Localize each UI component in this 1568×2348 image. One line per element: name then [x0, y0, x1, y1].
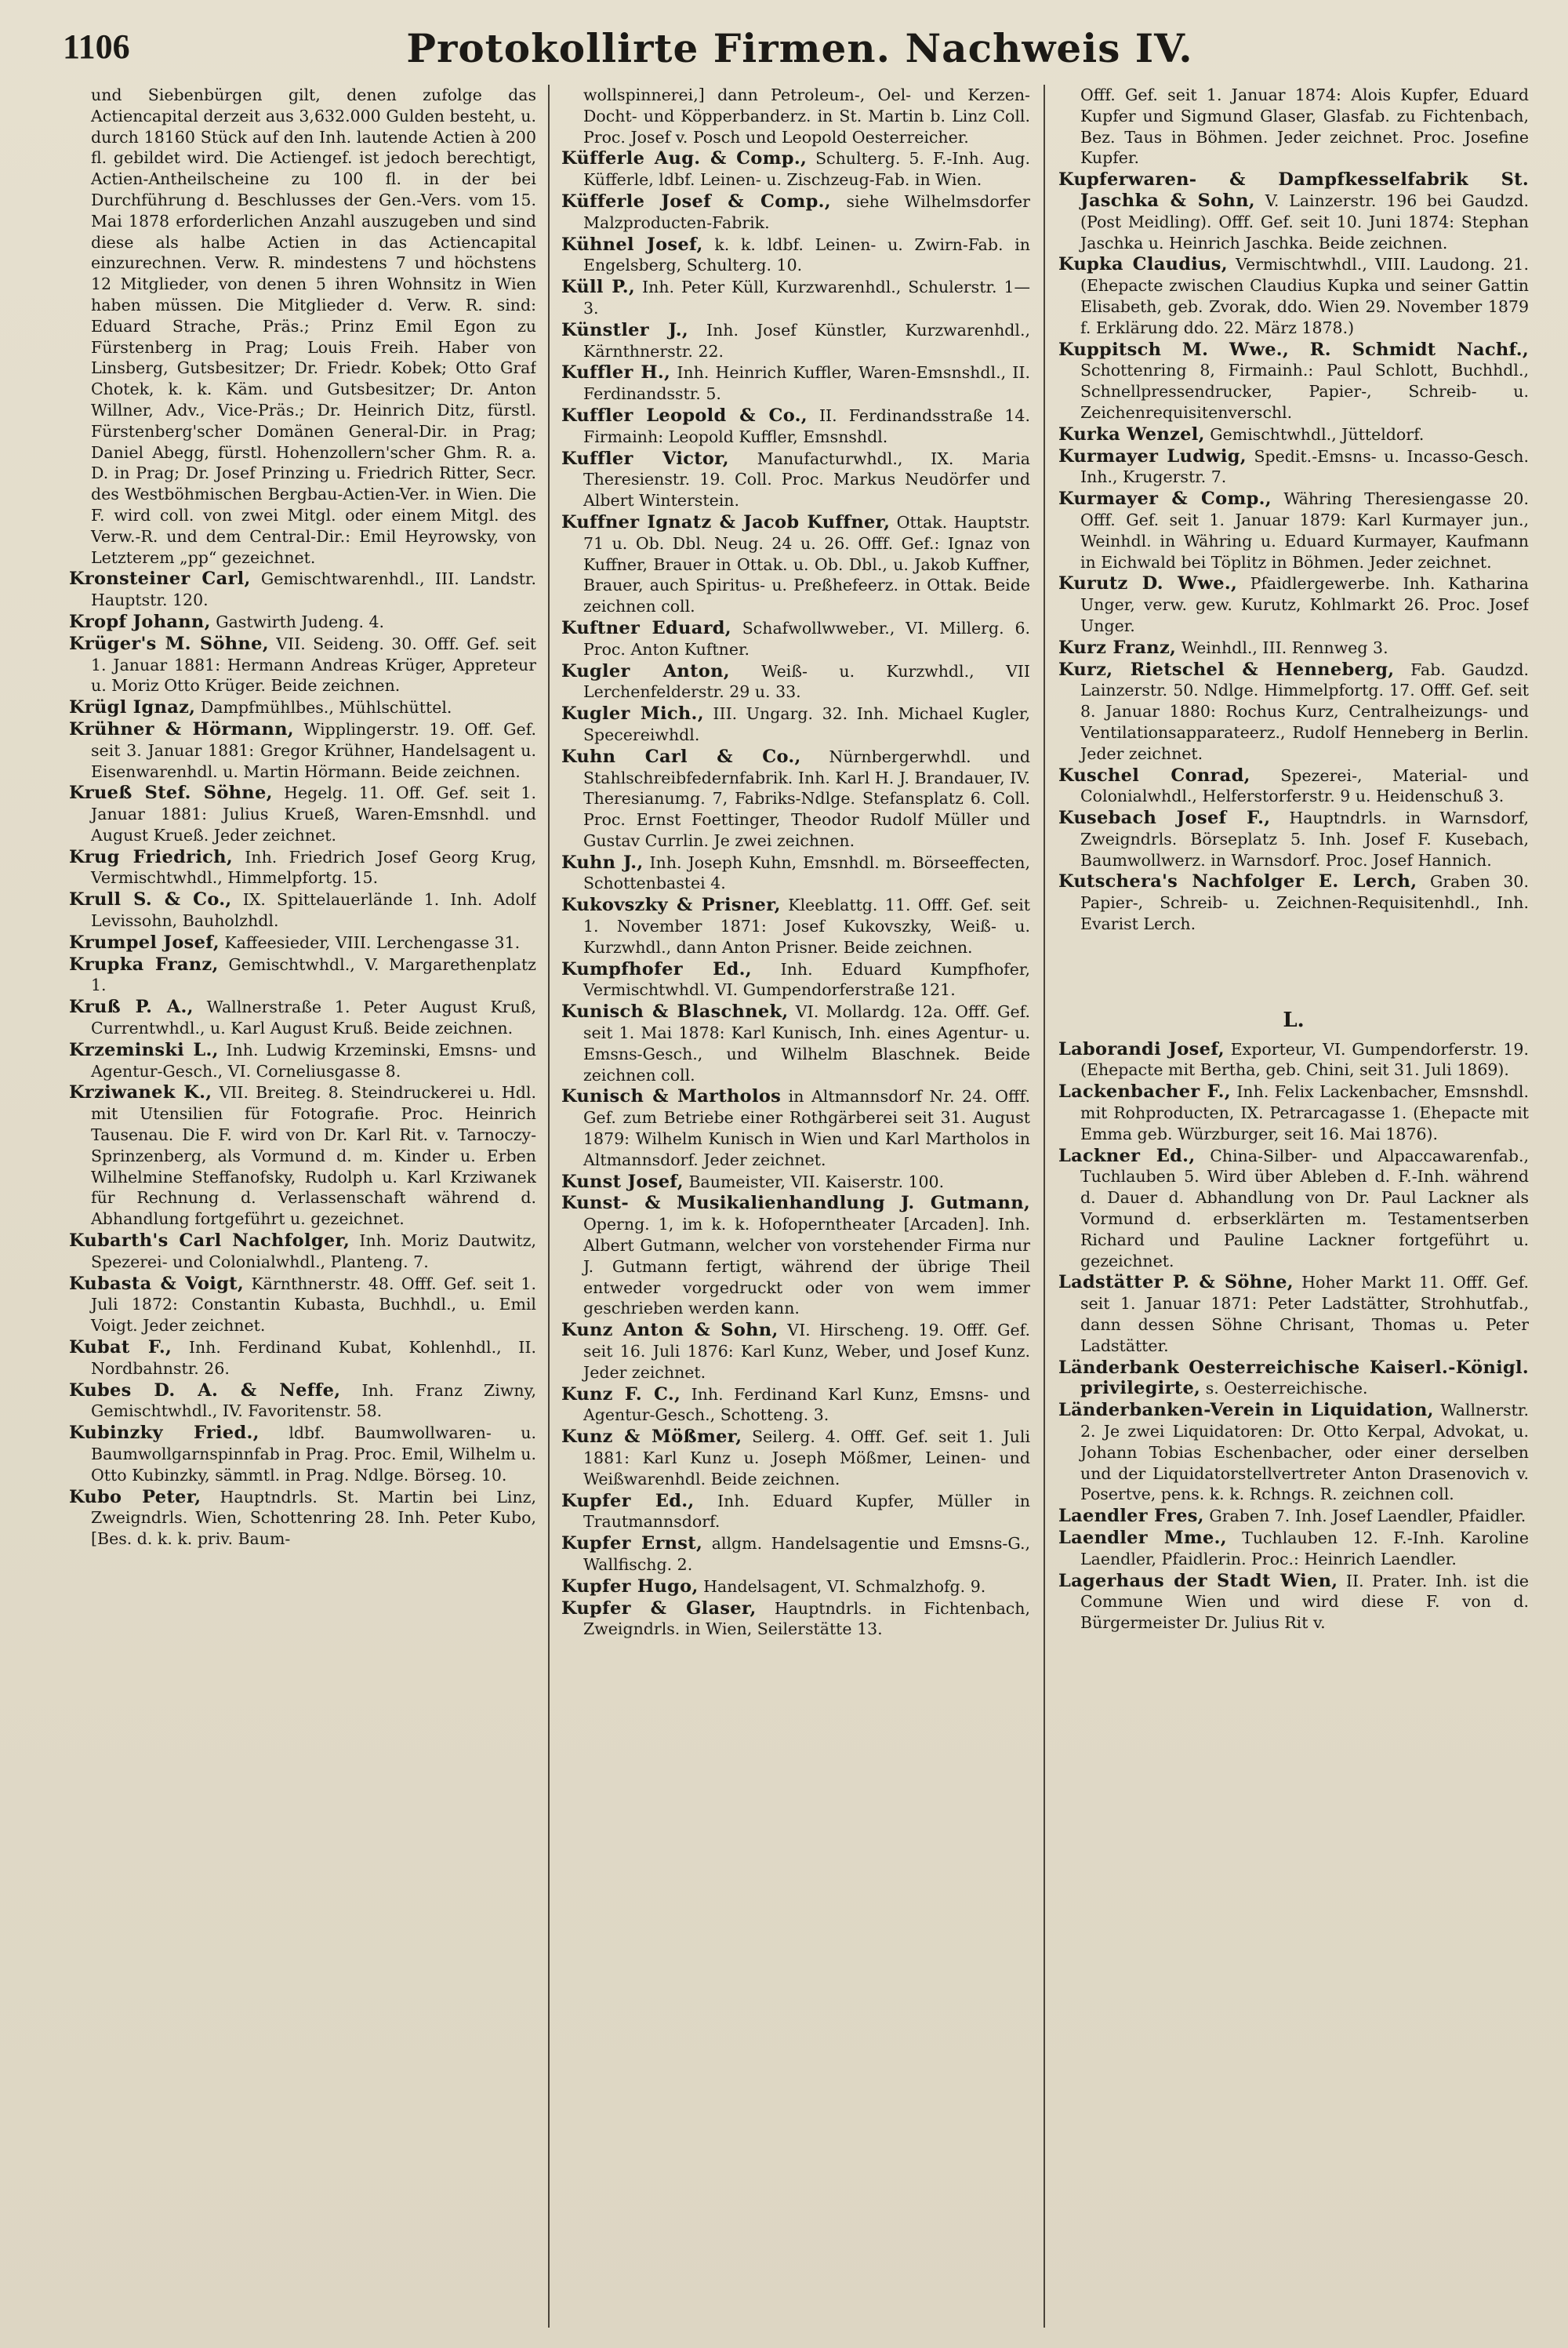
entry-text: Tuchlauben 12. F.-Inh. Karoline Laendler, Pfaidlerin. Proc.: Heinrich Laendler.: [1080, 1528, 1529, 1568]
firm-name: Kukovszky & Prisner,: [561, 895, 781, 916]
directory-entry: [1058, 660, 1529, 765]
directory-entry: [561, 703, 1030, 746]
directory-entry: [561, 362, 1030, 405]
firm-name: Kunz Anton & Sohn,: [561, 1320, 779, 1341]
entry-text: Exporteur, VI. Gumpendorferstr. 19. (Ehepacte mit Bertha, geb. Chini, seit 31. Juli 1869).: [1080, 1039, 1529, 1080]
directory-entry: [69, 612, 536, 633]
directory-entry: [1058, 1528, 1529, 1570]
entry-text: Schulterg. 5. F.-Inh. Aug. Küfferle, ldbf. Leinen- u. Zischzeug-Fab. in Wien.: [583, 149, 1030, 190]
directory-entry: [561, 1172, 1030, 1193]
entry-text: in Altmannsdorf Nr. 24. Offf. Gef. zum Betriebe einer Rothgärberei seit 31. August 1879: Wilhelm Kunisch in Wien und Karl Martholos in Altmannsdorf. Jeder zeichnet.: [583, 1087, 1030, 1169]
entry-text: Handelsagent, VI. Schmalzhofg. 9.: [703, 1576, 986, 1596]
firm-name: Kubat F.,: [69, 1337, 172, 1358]
directory-entry: [561, 1001, 1030, 1085]
directory-entry: [561, 1427, 1030, 1489]
directory-entry: [1058, 254, 1529, 338]
directory-entry: [1058, 489, 1529, 572]
directory-entry: [69, 932, 536, 954]
directory-entry: [69, 1423, 536, 1485]
entry-text: Spedit.-Emsns- u. Incasso-Gesch. Inh., Krugerstr. 7.: [1080, 446, 1529, 487]
firm-name: Kronsteiner Carl,: [69, 569, 251, 590]
entry-text: k. k. ldbf. Leinen- u. Zwirn-Fab. in Engelsberg, Schulterg. 10.: [583, 234, 1030, 275]
firm-name: Kuffler Victor,: [561, 448, 729, 469]
directory-entry: [1058, 424, 1529, 445]
firm-name: Krueß Stef. Söhne,: [69, 783, 273, 804]
firm-name: Kropf Johann,: [69, 611, 211, 632]
entry-text: Inh. Franz Ziwny, Gemischtwhdl., IV. Favoritenstr. 58.: [91, 1380, 536, 1421]
firm-name: Krühner & Hörmann,: [69, 718, 294, 740]
entry-text: Ottak. Hauptstr. 71 u. Ob. Dbl. Neug. 24 u. 26. Offf. Gef.: Ignaz von Kuffner, Brauer in Ottak. u. Ob. Dbl., u. Jakob Kuffner, Brauer, auch Spiritus- u. Preßhefeerz. in Ottak. Beide zeichnen coll.: [583, 512, 1030, 616]
directory-entry: [69, 997, 536, 1039]
firm-name: Kubasta & Voigt,: [69, 1273, 244, 1294]
directory-entry: [561, 1576, 1030, 1597]
firm-name: Laendler Fres,: [1058, 1506, 1204, 1527]
directory-entry: [1058, 573, 1529, 636]
firm-name: Kuhn Carl & Co.,: [561, 746, 801, 767]
firm-name: Länderbank Oesterreichische Kaiserl.-Königl. privilegirte,: [1058, 1357, 1529, 1399]
entry-text: Hoher Markt 11. Offf. Gef. seit 1. Januar 1871: Peter Ladstätter, Strohhutfab., dann dessen Söhne Chrisant, Thomas u. Peter Ladstätter.: [1080, 1273, 1529, 1355]
firm-name: Krzeminski L.,: [69, 1039, 219, 1060]
directory-entry: [1058, 1400, 1529, 1505]
firm-name: Künstler J.,: [561, 319, 689, 340]
firm-name: Laendler Mme.,: [1058, 1528, 1227, 1548]
entry-text: Inh. Peter Küll, Kurzwarenhdl., Schulerstr. 1—3.: [583, 278, 1030, 318]
firm-name: Kupfer Ed.,: [561, 1490, 695, 1511]
directory-entry: [561, 320, 1030, 362]
column-divider: [1044, 85, 1045, 2328]
firm-name: Lackner Ed.,: [1058, 1145, 1196, 1166]
directory-entry: [561, 191, 1030, 234]
directory-entry: [561, 618, 1030, 660]
entry-text: Gemischtwhdl., Jütteldorf.: [1210, 424, 1425, 444]
directory-entry: [561, 449, 1030, 511]
directory-entry: [69, 954, 536, 997]
directory-entry: [561, 1320, 1030, 1383]
entry-text: Inh. Heinrich Kuffler, Waren-Emsnshdl., II. Ferdinandsstr. 5.: [583, 363, 1030, 404]
firm-name: Kunst- & Musikalienhandlung J. Gutmann,: [561, 1193, 1030, 1214]
column-1: [69, 85, 536, 2328]
firm-name: Kupfer Ernst,: [561, 1533, 703, 1554]
directory-entry: [69, 719, 536, 782]
firm-name: Kuftner Eduard,: [561, 617, 731, 638]
entry-text: Wallnerstraße 1. Peter August Kruß, Currentwhdl., u. Karl August Kruß. Beide zeichnen.: [91, 998, 536, 1038]
entry-text: Gemischtwhdl., V. Margarethenplatz 1.: [91, 954, 536, 995]
firm-name: Kubarth's Carl Nachfolger,: [69, 1230, 350, 1252]
directory-entry: [69, 1082, 536, 1230]
firm-name: Kuschel Conrad,: [1058, 765, 1250, 786]
firm-name: Kunz & Mößmer,: [561, 1427, 742, 1448]
entry-text: Fab. Gaudzd. Lainzerstr. 50. Ndlge. Himmelpfortg. 17. Offf. Gef. seit 8. Januar 1880: Rochus Kurz, Centralheizungs- und Ventilationsapparateerz., Rudolf Henneberg in Berlin. Jeder zeichnet.: [1080, 660, 1529, 763]
directory-entry: [1058, 169, 1529, 253]
firm-name: Küll P.,: [561, 277, 636, 298]
entry-text: Hauptndrls. in Fichtenbach, Zweigndrls. in Wien, Seilerstätte 13.: [583, 1598, 1030, 1639]
firm-name: Kurmayer & Comp.,: [1058, 489, 1272, 510]
directory-entry: [561, 405, 1030, 448]
entry-text: Seilerg. 4. Offf. Gef. seit 1. Juli 1881: Karl Kunz u. Joseph Mößmer, Leinen- und Weißwarenhdl. Beide zeichnen.: [583, 1427, 1030, 1488]
firm-name: Lagerhaus der Stadt Wien,: [1058, 1570, 1338, 1591]
directory-entry: [561, 1598, 1030, 1641]
entry-text: III. Ungarg. 32. Inh. Michael Kugler, Specereiwhdl.: [583, 704, 1030, 744]
directory-entry: [561, 895, 1030, 958]
entry-text: allgm. Handelsagentie und Emsns-G., Wallfischg. 2.: [583, 1534, 1030, 1574]
firm-name: Küfferle Josef & Comp.,: [561, 191, 831, 212]
directory-entry: [69, 847, 536, 889]
directory-entry: [561, 852, 1030, 895]
firm-name: Kurutz D. Wwe.,: [1058, 573, 1238, 594]
firm-name: Kupfer Hugo,: [561, 1576, 699, 1597]
entry-text: Offf. Gef. seit 1. Januar 1874: Alois Kupfer, Eduard Kupfer und Sigmund Glaser, Glasfab. zu Fichtenbach, Bez. Taus in Böhmen. Jeder zeichnet. Proc. Josefine Kupfer.: [1080, 85, 1529, 168]
directory-entry: [561, 959, 1030, 1001]
directory-entry: [1058, 446, 1529, 489]
entry-text: Inh. Ludwig Krzeminski, Emsns- und Agentur-Gesch., VI. Corneliusgasse 8.: [91, 1040, 536, 1081]
entry-text: VI. Mollardg. 12a. Offf. Gef. seit 1. Mai 1878: Karl Kunisch, Inh. eines Agentur- u. Emsns-Gesch., und Wilhelm Blaschnek. Beide zeichnen coll.: [583, 1002, 1030, 1085]
entry-text: wollspinnerei,] dann Petroleum-, Oel- und Kerzen-Docht- und Köpperbanderz. in St. Martin b. Linz Coll. Proc. Josef v. Posch und Leopold Oesterreicher.: [583, 85, 1030, 147]
firm-name: Krull S. & Co.,: [69, 889, 232, 910]
directory-entry: [561, 661, 1030, 703]
firm-name: Kühnel Josef,: [561, 234, 703, 255]
directory-entry: [1058, 871, 1529, 934]
entry-text: Kleeblattg. 11. Offf. Gef. seit 1. November 1871: Josef Kukovszky, Weiß- u. Kurzwhdl., dann Anton Prisner. Beide zeichnen.: [583, 896, 1030, 957]
directory-entry: [561, 747, 1030, 852]
entry-text: Dampfmühlbes., Mühlschüttel.: [200, 698, 452, 718]
column-2: [561, 85, 1030, 2328]
entry-text: Gemischtwarenhdl., III. Landstr. Hauptstr. 120.: [91, 569, 536, 610]
entry-text: Hauptndrls. St. Martin bei Linz, Zweigndrls. Wien, Schottenring 28. Inh. Peter Kubo, [Bes. d. k. k. priv. Baum-: [91, 1487, 536, 1549]
page-title: Protokollirte Firmen. Nachweis IV.: [406, 25, 1193, 71]
directory-entry: [561, 277, 1030, 319]
directory-entry: [561, 1491, 1030, 1533]
firm-name: Kunst Josef,: [561, 1171, 684, 1192]
firm-name: Kunz F. C.,: [561, 1383, 681, 1405]
directory-entry: [69, 1040, 536, 1082]
firm-name: Kugler Anton,: [561, 660, 730, 682]
directory-entry: [69, 783, 536, 845]
firm-name: Kumpfhofer Ed.,: [561, 958, 752, 980]
firm-name: Kugler Mich.,: [561, 703, 704, 725]
firm-name: Krügl Ignaz,: [69, 697, 196, 718]
firm-name: Kunisch & Martholos: [561, 1086, 782, 1107]
page-header: [63, 22, 1537, 77]
firm-name: Kubes D. A. & Neffe,: [69, 1379, 341, 1401]
entry-text: Weinhdl., III. Rennweg 3.: [1181, 638, 1388, 657]
directory-entry: [1058, 1081, 1529, 1144]
entry-text: Inh. Ferdinand Karl Kunz, Emsns- und Agentur-Gesch., Schotteng. 3.: [583, 1384, 1030, 1425]
directory-entry: [1058, 1146, 1529, 1272]
entry-text: siehe Wilhelmsdorfer Malzproducten-Fabrik.: [583, 191, 1030, 232]
firm-name: Kurz, Rietschel & Henneberg,: [1058, 659, 1395, 680]
entry-text: Inh. Ferdinand Kubat, Kohlenhdl., II. Nordbahnstr. 26.: [91, 1338, 536, 1378]
directory-entry: [1058, 1571, 1529, 1634]
entry-text: ldbf. Baumwollwaren- u. Baumwollgarnspinnfab in Prag. Proc. Emil, Wilhelm u. Otto Kubinzky, sämmtl. in Prag. Ndlge. Börseg. 10.: [91, 1423, 536, 1485]
firm-name: Krüger's M. Söhne,: [69, 633, 269, 654]
directory-entry: [69, 1274, 536, 1336]
entry-text: s. Oesterreichische.: [1205, 1379, 1368, 1398]
entry-text: Spezerei-, Material- und Colonialwhdl., Helferstorferstr. 9 u. Heidenschuß 3.: [1080, 765, 1529, 806]
firm-name: Kupferwaren- & Dampfkesselfabrik St. Jaschka & Sohn,: [1058, 169, 1529, 211]
entry-continuation: [1058, 85, 1529, 169]
directory-entry: [1058, 1039, 1529, 1081]
directory-entry: [69, 697, 536, 718]
firm-name: Krumpel Josef,: [69, 932, 220, 953]
entry-text: Manufacturwhdl., IX. Maria Theresienstr. 19. Coll. Proc. Markus Neudörfer und Albert Winterstein.: [583, 449, 1030, 511]
firm-name: Kupfer & Glaser,: [561, 1597, 757, 1619]
directory-entry: [69, 1230, 536, 1273]
entry-text: Wipplingerstr. 19. Off. Gef. seit 3. Januar 1881: Gregor Krühner, Handelsagent u. Eisenwarenhdl. u. Martin Hörmann. Beide zeichnen.: [91, 719, 536, 781]
directory-entry: [1058, 808, 1529, 871]
directory-entry: [69, 1487, 536, 1550]
directory-entry: [561, 1533, 1030, 1576]
directory-entry: [561, 234, 1030, 277]
section-letter: L.: [1283, 1008, 1305, 1032]
firm-name: Kunisch & Blaschnek,: [561, 1001, 789, 1023]
firm-name: Kubinzky Fried.,: [69, 1423, 260, 1444]
entry-text: Graben 7. Inh. Josef Laendler, Pfaidler.: [1209, 1507, 1526, 1526]
entry-text: Inh. Felix Lackenbacher, Emsnshdl. mit Rohproducten, IX. Petrarcagasse 1. (Ehepacte mit Emma geb. Würzburger, seit 16. Mai 1876).: [1080, 1082, 1529, 1143]
directory-entry: [69, 1337, 536, 1379]
directory-entry: [1058, 638, 1529, 659]
firm-name: Kusebach Josef F.,: [1058, 808, 1271, 829]
firm-name: Lackenbacher F.,: [1058, 1081, 1231, 1103]
firm-name: Kutschera's Nachfolger E. Lerch,: [1058, 871, 1417, 892]
firm-name: Länderbanken-Verein in Liquidation,: [1058, 1400, 1434, 1421]
directory-entry: [561, 148, 1030, 191]
directory-entry: [561, 512, 1030, 617]
firm-name: Laborandi Josef,: [1058, 1038, 1225, 1060]
firm-name: Krug Friedrich,: [69, 846, 233, 867]
entry-text: Schottenring 8, Firmainh.: Paul Schlott, Buchhdl., Schnellpressendrucker, Papier-, Schreib- u. Zeichenrequisitenverschl.: [1080, 361, 1529, 422]
directory-entry: [69, 634, 536, 696]
entry-text: Kaffeesieder, VIII. Lerchengasse 31.: [224, 932, 521, 952]
entry-text: Graben 30. Papier-, Schreib- u. Zeichnen-Requisitenhdl., Inh. Evarist Lerch.: [1080, 872, 1529, 934]
entry-text: Operng. 1, im k. k. Hofoperntheater [Arcaden]. Inh. Albert Gutmann, welcher von vorstehender Firma nur J. Gutmann fertigt, während der übrige Theil entweder vorgedruckt oder von wem immer geschrieben werden kann.: [583, 1215, 1030, 1318]
firm-name: Kurz Franz,: [1058, 637, 1177, 658]
entry-text: Kärnthnerstr. 48. Offf. Gef. seit 1. Juli 1872: Constantin Kubasta, Buchhdl., u. Emil Voigt. Jeder zeichnet.: [91, 1274, 536, 1336]
directory-entry: [1058, 765, 1529, 808]
entry-text: Weiß- u. Kurzwhdl., VII Lerchenfelderstr. 29 u. 33.: [583, 661, 1030, 702]
entry-text: China-Silber- und Alpaccawarenfab., Tuchlauben 5. Wird über Ableben d. F.-Inh. während d. Dauer d. Abhandlung von Dr. Paul Lackner als Vormund d. erbserklärten m. Testamentserben Richard und Pauline Lackner fortgeführt u. gezeichnet.: [1080, 1146, 1529, 1270]
directory-entry: [561, 1384, 1030, 1427]
firm-name: Krziwanek K.,: [69, 1082, 212, 1103]
entry-text: VII. Breiteg. 8. Steindruckerei u. Hdl. mit Utensilien für Fotografie. Proc. Heinrich Tausenau. Die F. wird von Dr. Karl Rit. v. Tarnoczy-Sprinzenberg, als Vormund d. m. Kinder u. Erben Wilhelmine Steffanofsky, Rudolph u. Karl Krziwanek für Rechnung d. Verlassenschaft während d. Abhandlung fortgeführt u. gezeichnet.: [91, 1083, 536, 1229]
entry-text: Inh. Joseph Kuhn, Emsnhdl. m. Börseeffecten, Schottenbastei 4.: [583, 852, 1030, 893]
firm-name: Ladstätter P. & Söhne,: [1058, 1272, 1294, 1293]
firm-name: Kuhn J.,: [561, 852, 644, 873]
entry-text: II. Prater. Inh. ist die Commune Wien und wird diese F. von d. Bürgermeister Dr. Julius Rit v.: [1080, 1571, 1529, 1633]
entry-text: VI. Hirscheng. 19. Offf. Gef. seit 16. Juli 1876: Karl Kunz, Weber, und Josef Kunz. Jeder zeichnet.: [583, 1321, 1030, 1382]
directory-entry: [1058, 1506, 1529, 1527]
entry-continuation: [561, 85, 1030, 147]
directory-entry: [1058, 1358, 1529, 1400]
entry-text: Pfaidlergewerbe. Inh. Katharina Unger, verw. gew. Kurutz, Kohlmarkt 26. Proc. Josef Unger.: [1080, 574, 1529, 635]
entry-text: Währing Theresiengasse 20. Offf. Gef. seit 1. Januar 1879: Karl Kurmayer jun., Weinhdl. in Währing u. Eduard Kurmayer, Kaufmann in Eichwald bei Töplitz in Böhmen. Jeder zeichnet.: [1080, 489, 1529, 572]
firm-name: Küfferle Aug. & Comp.,: [561, 148, 808, 169]
firm-name: Kuffner Ignatz & Jacob Kuffner,: [561, 511, 891, 532]
entry-text: Hegelg. 11. Off. Gef. seit 1. Januar 1881: Julius Krueß, Waren-Emsnhdl. und August Krueß. Jeder zeichnet.: [91, 783, 536, 845]
entry-text: IX. Spittelauerlände 1. Inh. Adolf Levissohn, Bauholzhdl.: [91, 890, 536, 931]
firm-name: Kuffler Leopold & Co.,: [561, 405, 808, 426]
entry-text: V. Lainzerstr. 196 bei Gaudzd. (Post Meidling). Offf. Gef. seit 10. Juni 1874: Stephan Jaschka u. Heinrich Jaschka. Beide zeichnen.: [1080, 191, 1529, 253]
directory-entry: [69, 569, 536, 611]
firm-name: Kurka Wenzel,: [1058, 423, 1205, 445]
entry-text: Inh. Eduard Kupfer, Müller in Trautmannsdorf.: [583, 1491, 1030, 1532]
entry-text: Nürnbergerwhdl. und Stahlschreibfedernfabrik. Inh. Karl H. J. Brandauer, IV. Theresianumg. 7, Fabriks-Ndlge. Stefansplatz 6. Coll. Proc. Ernst Foettinger, Theodor Rudolf Müller und Gustav Currlin. Je zwei zeichnen.: [583, 747, 1030, 850]
firm-name: Kurmayer Ludwig,: [1058, 445, 1247, 467]
entry-text: Baumeister, VII. Kaiserstr. 100.: [688, 1172, 945, 1191]
entry-text: Inh. Friedrich Josef Georg Krug, Vermischtwhdl., Himmelpfortg. 15.: [91, 847, 536, 888]
page-number: 1106: [63, 27, 130, 66]
firm-name: Kubo Peter,: [69, 1486, 201, 1507]
directory-entry: [561, 1086, 1030, 1170]
firm-name: Kuffler H.,: [561, 362, 671, 383]
directory-entry: [69, 1380, 536, 1423]
firm-name: Kupka Claudius,: [1058, 254, 1228, 275]
entry-text: VII. Seideng. 30. Offf. Gef. seit 1. Januar 1881: Hermann Andreas Krüger, Appreteur u. Moriz Otto Krüger. Beide zeichnen.: [91, 634, 536, 696]
entry-continuation: [69, 85, 536, 568]
column-3: [1058, 85, 1529, 2328]
directory-entry: [69, 889, 536, 932]
column-divider: [548, 85, 550, 2328]
entry-text: und Siebenbürgen gilt, denen zufolge das Actiencapital derzeit aus 3,632.000 Gulden besteht, u. durch 18160 Stück auf den Inh. lautende Actien à 200 fl. gebildet wird. Die Actiengef. ist jedoch berechtigt, Actien-Antheilscheine zu 100 fl. in der bei Durchführung d. Beschlusses der Gen.-Vers. vom 15. Mai 1878 erforderlichen Anzahl auszugeben und sind diese als halbe Actien in das Actiencapital einzurechnen. Verw. R. mindestens 7 und höchstens 12 Mitglieder, von denen 5 ihren Wohnsitz in Wien haben müssen. Die Mitglieder d. Verw. R. sind: Eduard Strache, Präs.; Prinz Emil Egon zu Fürstenberg in Prag; Louis Freih. Haber von Linsberg, Gutsbesitzer; Dr. Friedr. Kobek; Otto Graf Chotek, k. k. Käm. und Gutsbesitzer; Dr. Anton Willner, Adv., Vice-Präs.; Dr. Heinrich Ditz, fürstl. Fürstenberg'scher Domänen General-Dir. in Prag; Daniel Abegg, fürstl. Hohenzollern'scher Ghm. R. a. D. in Prag; Dr. Josef Prinzing u. Friedrich Ritter, Secr. des Westböhmischen Bergbau-Actien-Ver. in Wien. Die F. wird coll. von zwei Mitgl. oder einem Mitgl. des Verw.-R. und dem Central-Dir.: Emil Heyrowsky, von Letzterem „pp“ gezeichnet.: [91, 85, 536, 567]
directory-entry: [1058, 1272, 1529, 1356]
entry-text: Gastwirth Judeng. 4.: [216, 612, 385, 631]
entry-text: Vermischtwhdl., VIII. Laudong. 21. (Ehepacte zwischen Claudius Kupka und seiner Gattin Elisabeth, geb. Zvorak, ddo. Wien 29. November 1879 f. Erklärung ddo. 22. März 1878.): [1080, 255, 1529, 337]
entry-text: Schafwollwweber., VI. Millerg. 6. Proc. Anton Kuftner.: [583, 618, 1030, 659]
entry-text: Hauptndrls. in Warnsdorf, Zweigndrls. Börseplatz 5. Inh. Josef F. Kusebach, Baumwollwerz. in Warnsdorf. Proc. Josef Hannich.: [1080, 809, 1529, 870]
firm-name: Kruß P. A.,: [69, 997, 194, 1018]
entry-text: Inh. Eduard Kumpfhofer, Vermischtwhdl. VI. Gumpendorferstraße 121.: [583, 959, 1030, 1000]
entry-text: Inh. Josef Künstler, Kurzwarenhdl., Kärnthnerstr. 22.: [583, 320, 1030, 361]
firm-name: Kuppitsch M. Wwe., R. Schmidt Nachf.,: [1058, 339, 1529, 360]
firm-name: Krupka Franz,: [69, 954, 219, 975]
directory-entry: [1058, 340, 1529, 423]
columns-container: [69, 85, 1535, 2328]
directory-entry: [561, 1193, 1030, 1319]
entry-text: Wallnerstr. 2. Je zwei Liquidatoren: Dr. Otto Kerpal, Advokat, u. Johann Tobias Eschenbacher, oder einer derselben und der Liquidatorstellvertreter Anton Drasenovich v. Posertve, pens. k. k. Rchngs. R. zeichnen coll.: [1080, 1401, 1529, 1504]
entry-text: Inh. Moriz Dautwitz, Spezerei- und Colonialwhdl., Planteng. 7.: [91, 1231, 536, 1271]
entry-text: II. Ferdinandsstraße 14. Firmainh: Leopold Kuffler, Emsnshdl.: [583, 405, 1030, 446]
